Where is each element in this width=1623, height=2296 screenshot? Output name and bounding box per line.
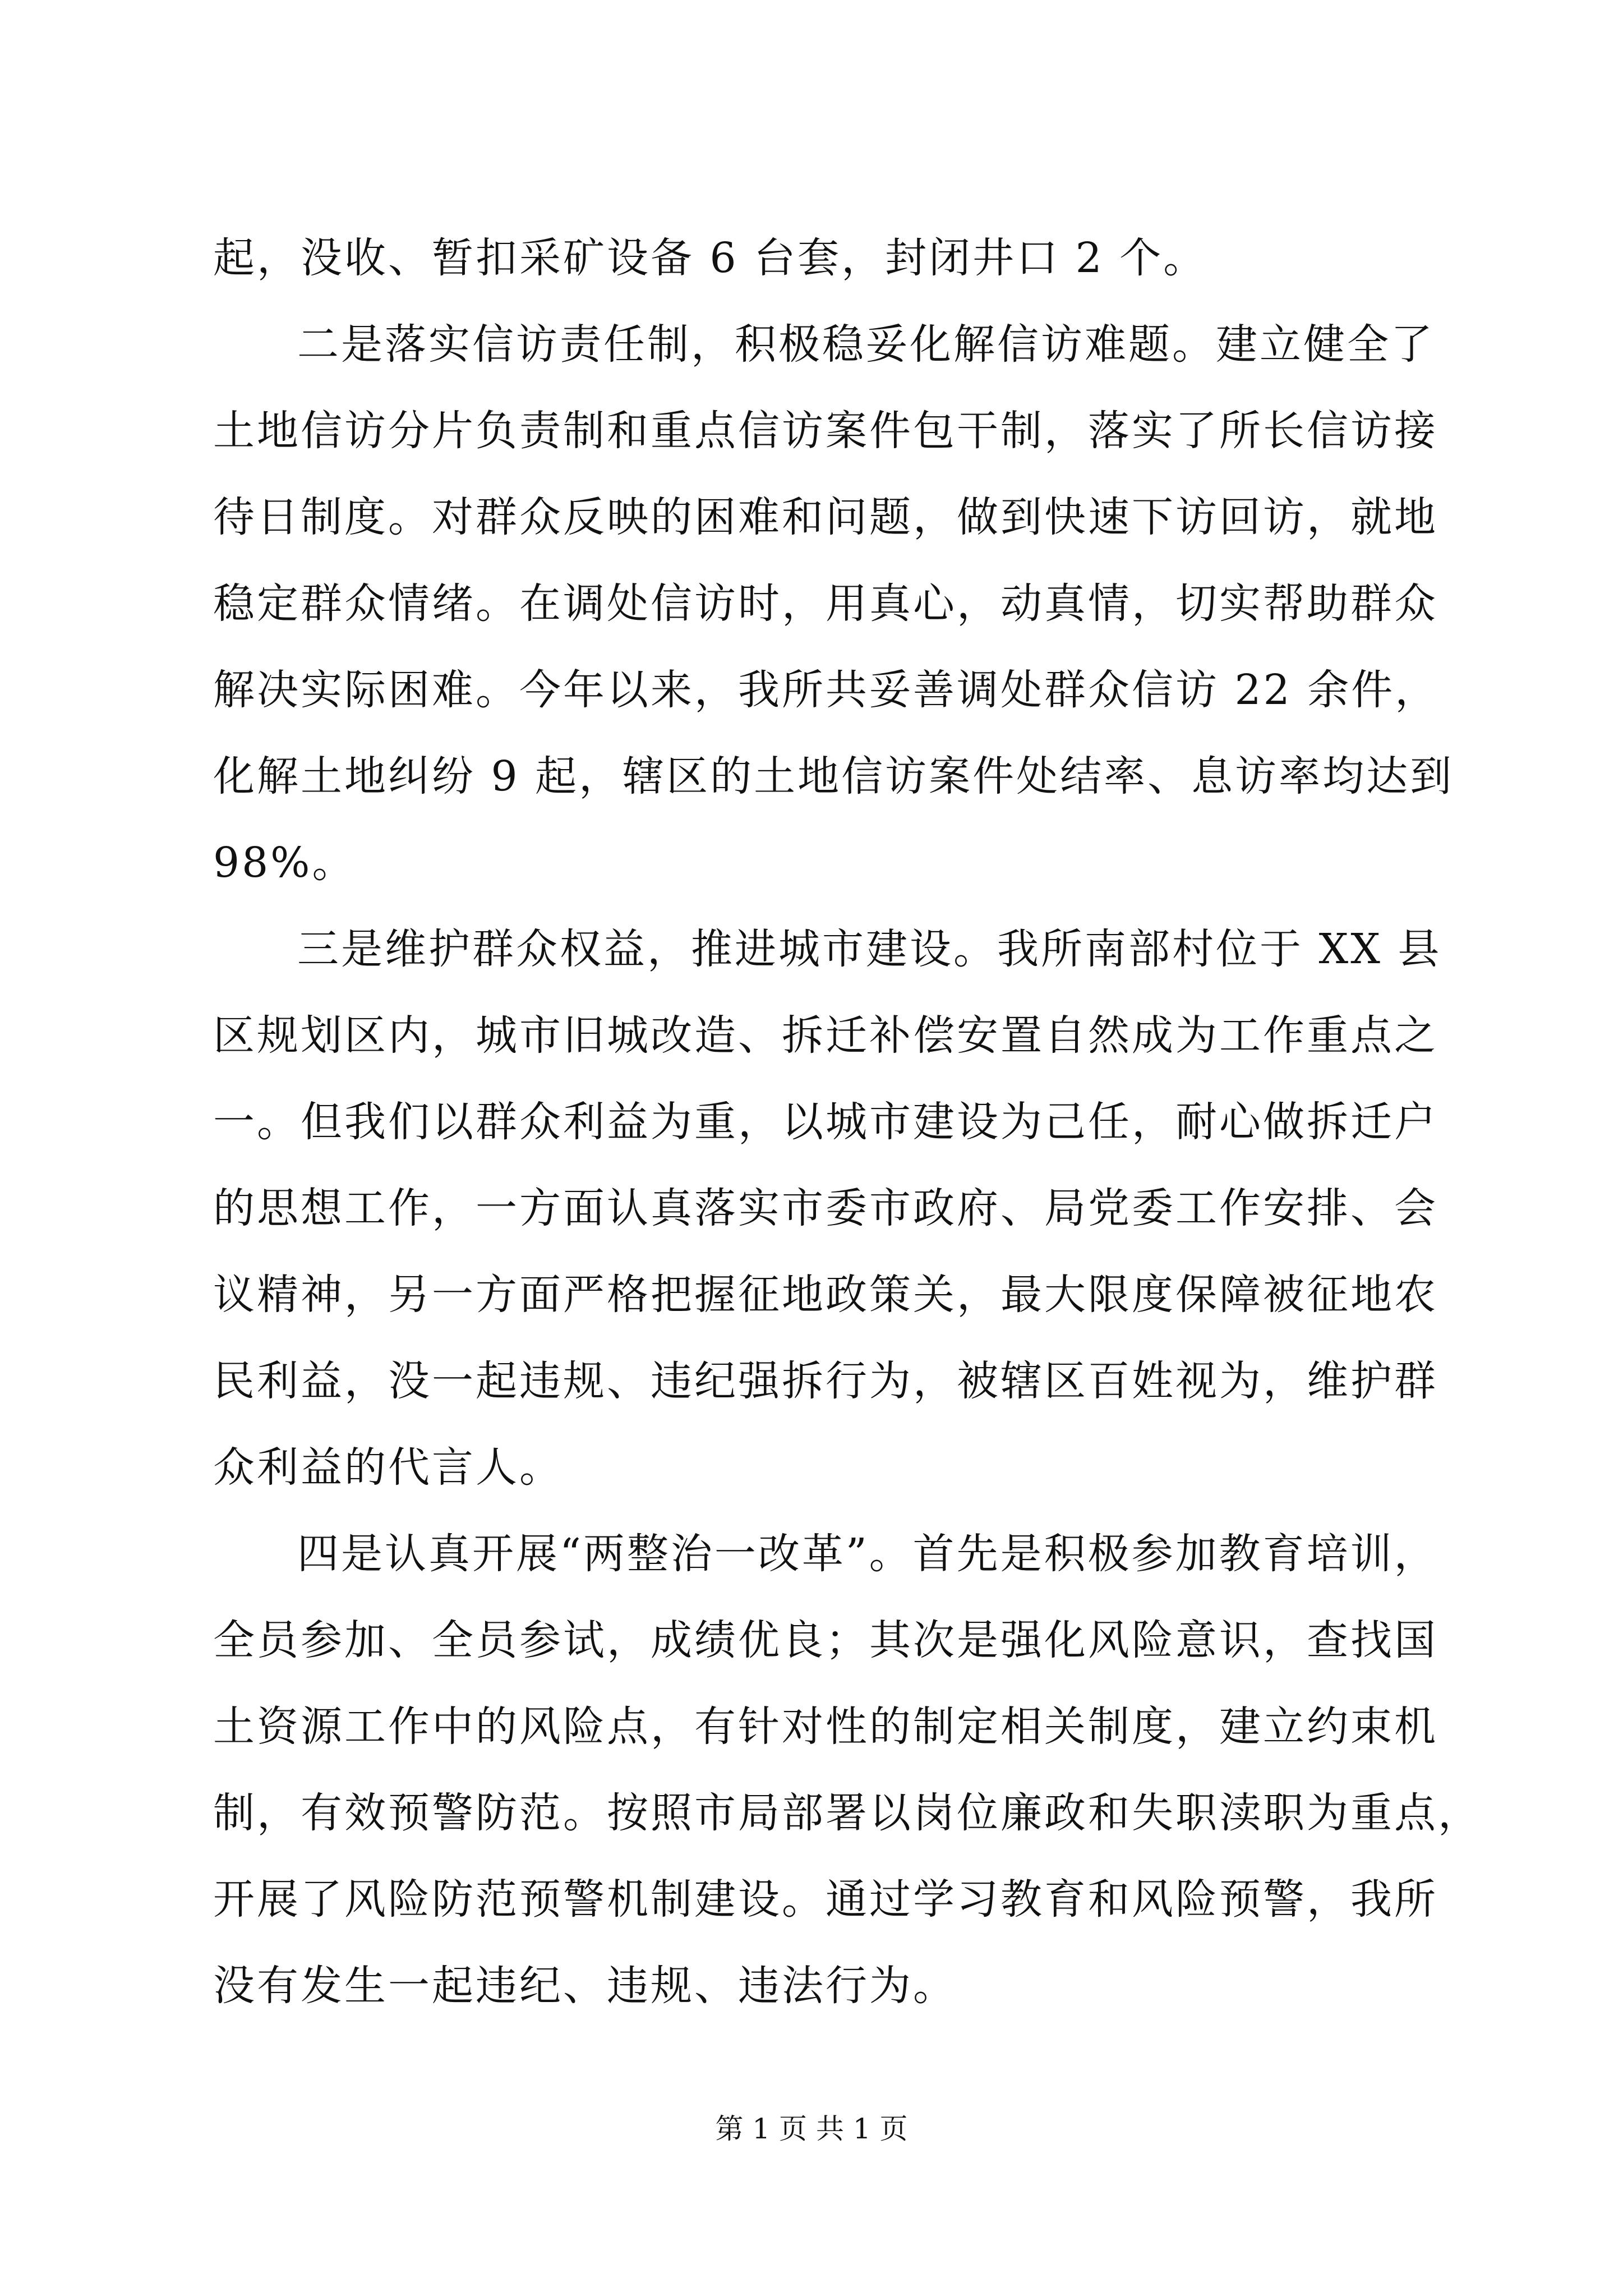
text-line: 区规划区内，城市旧城改造、拆迁补偿安置自然成为工作重点之: [213, 1011, 1438, 1060]
text-line: 土地信访分片负责制和重点信访案件包干制，落实了所长信访接: [213, 407, 1438, 455]
text-line: 四是认真开展“两整治一改革”。首先是积极参加教育培训，: [297, 1530, 1438, 1578]
text-line: 开展了风险防范预警机制建设。通过学习教育和风险预警，我所: [213, 1875, 1438, 1924]
text-line: 三是维护群众权益，推进城市建设。我所南部村位于 XX 县: [297, 925, 1442, 973]
text-line: 没有发生一起违纪、违规、违法行为。: [213, 1962, 957, 2010]
text-line: 稳定群众情绪。在调处信访时，用真心，动真情，切实帮助群众: [213, 579, 1438, 628]
text-line: 全员参加、全员参试，成绩优良；其次是强化风险意识，查找国: [213, 1616, 1438, 1664]
text-line: 待日制度。对群众反映的困难和问题，做到快速下访回访，就地: [213, 493, 1438, 541]
text-line: 议精神，另一方面严格把握征地政策关，最大限度保障被征地农: [213, 1271, 1438, 1319]
text-line: 众利益的代言人。: [213, 1443, 563, 1492]
text-line: 一。但我们以群众利益为重，以城市建设为己任，耐心做拆迁户: [213, 1098, 1438, 1146]
text-line: 化解土地纠纷 9 起，辖区的土地信访案件处结率、息访率均达到: [213, 752, 1454, 800]
text-line: 土资源工作中的风险点，有针对性的制定相关制度，建立约束机: [213, 1703, 1438, 1751]
text-line: 民利益，没一起违规、违纪强拆行为，被辖区百姓视为，维护群: [213, 1357, 1438, 1405]
text-line: 制，有效预警防范。按照市局部署以岗位廉政和失职渎职为重点，: [213, 1789, 1482, 1837]
text-line: 解决实际困难。今年以来，我所共妥善调处群众信访 22 余件，: [213, 666, 1439, 714]
text-line: 的思想工作，一方面认真落实市委市政府、局党委工作安排、会: [213, 1184, 1438, 1232]
text-line: 起，没收、暂扣采矿设备 6 台套，封闭井口 2 个。: [213, 234, 1207, 282]
text-line: 98%。: [213, 839, 356, 887]
page-number-footer: 第 1 页 共 1 页: [715, 2113, 908, 2145]
text-line: 二是落实信访责任制，积极稳妥化解信访难题。建立健全了: [297, 320, 1435, 369]
